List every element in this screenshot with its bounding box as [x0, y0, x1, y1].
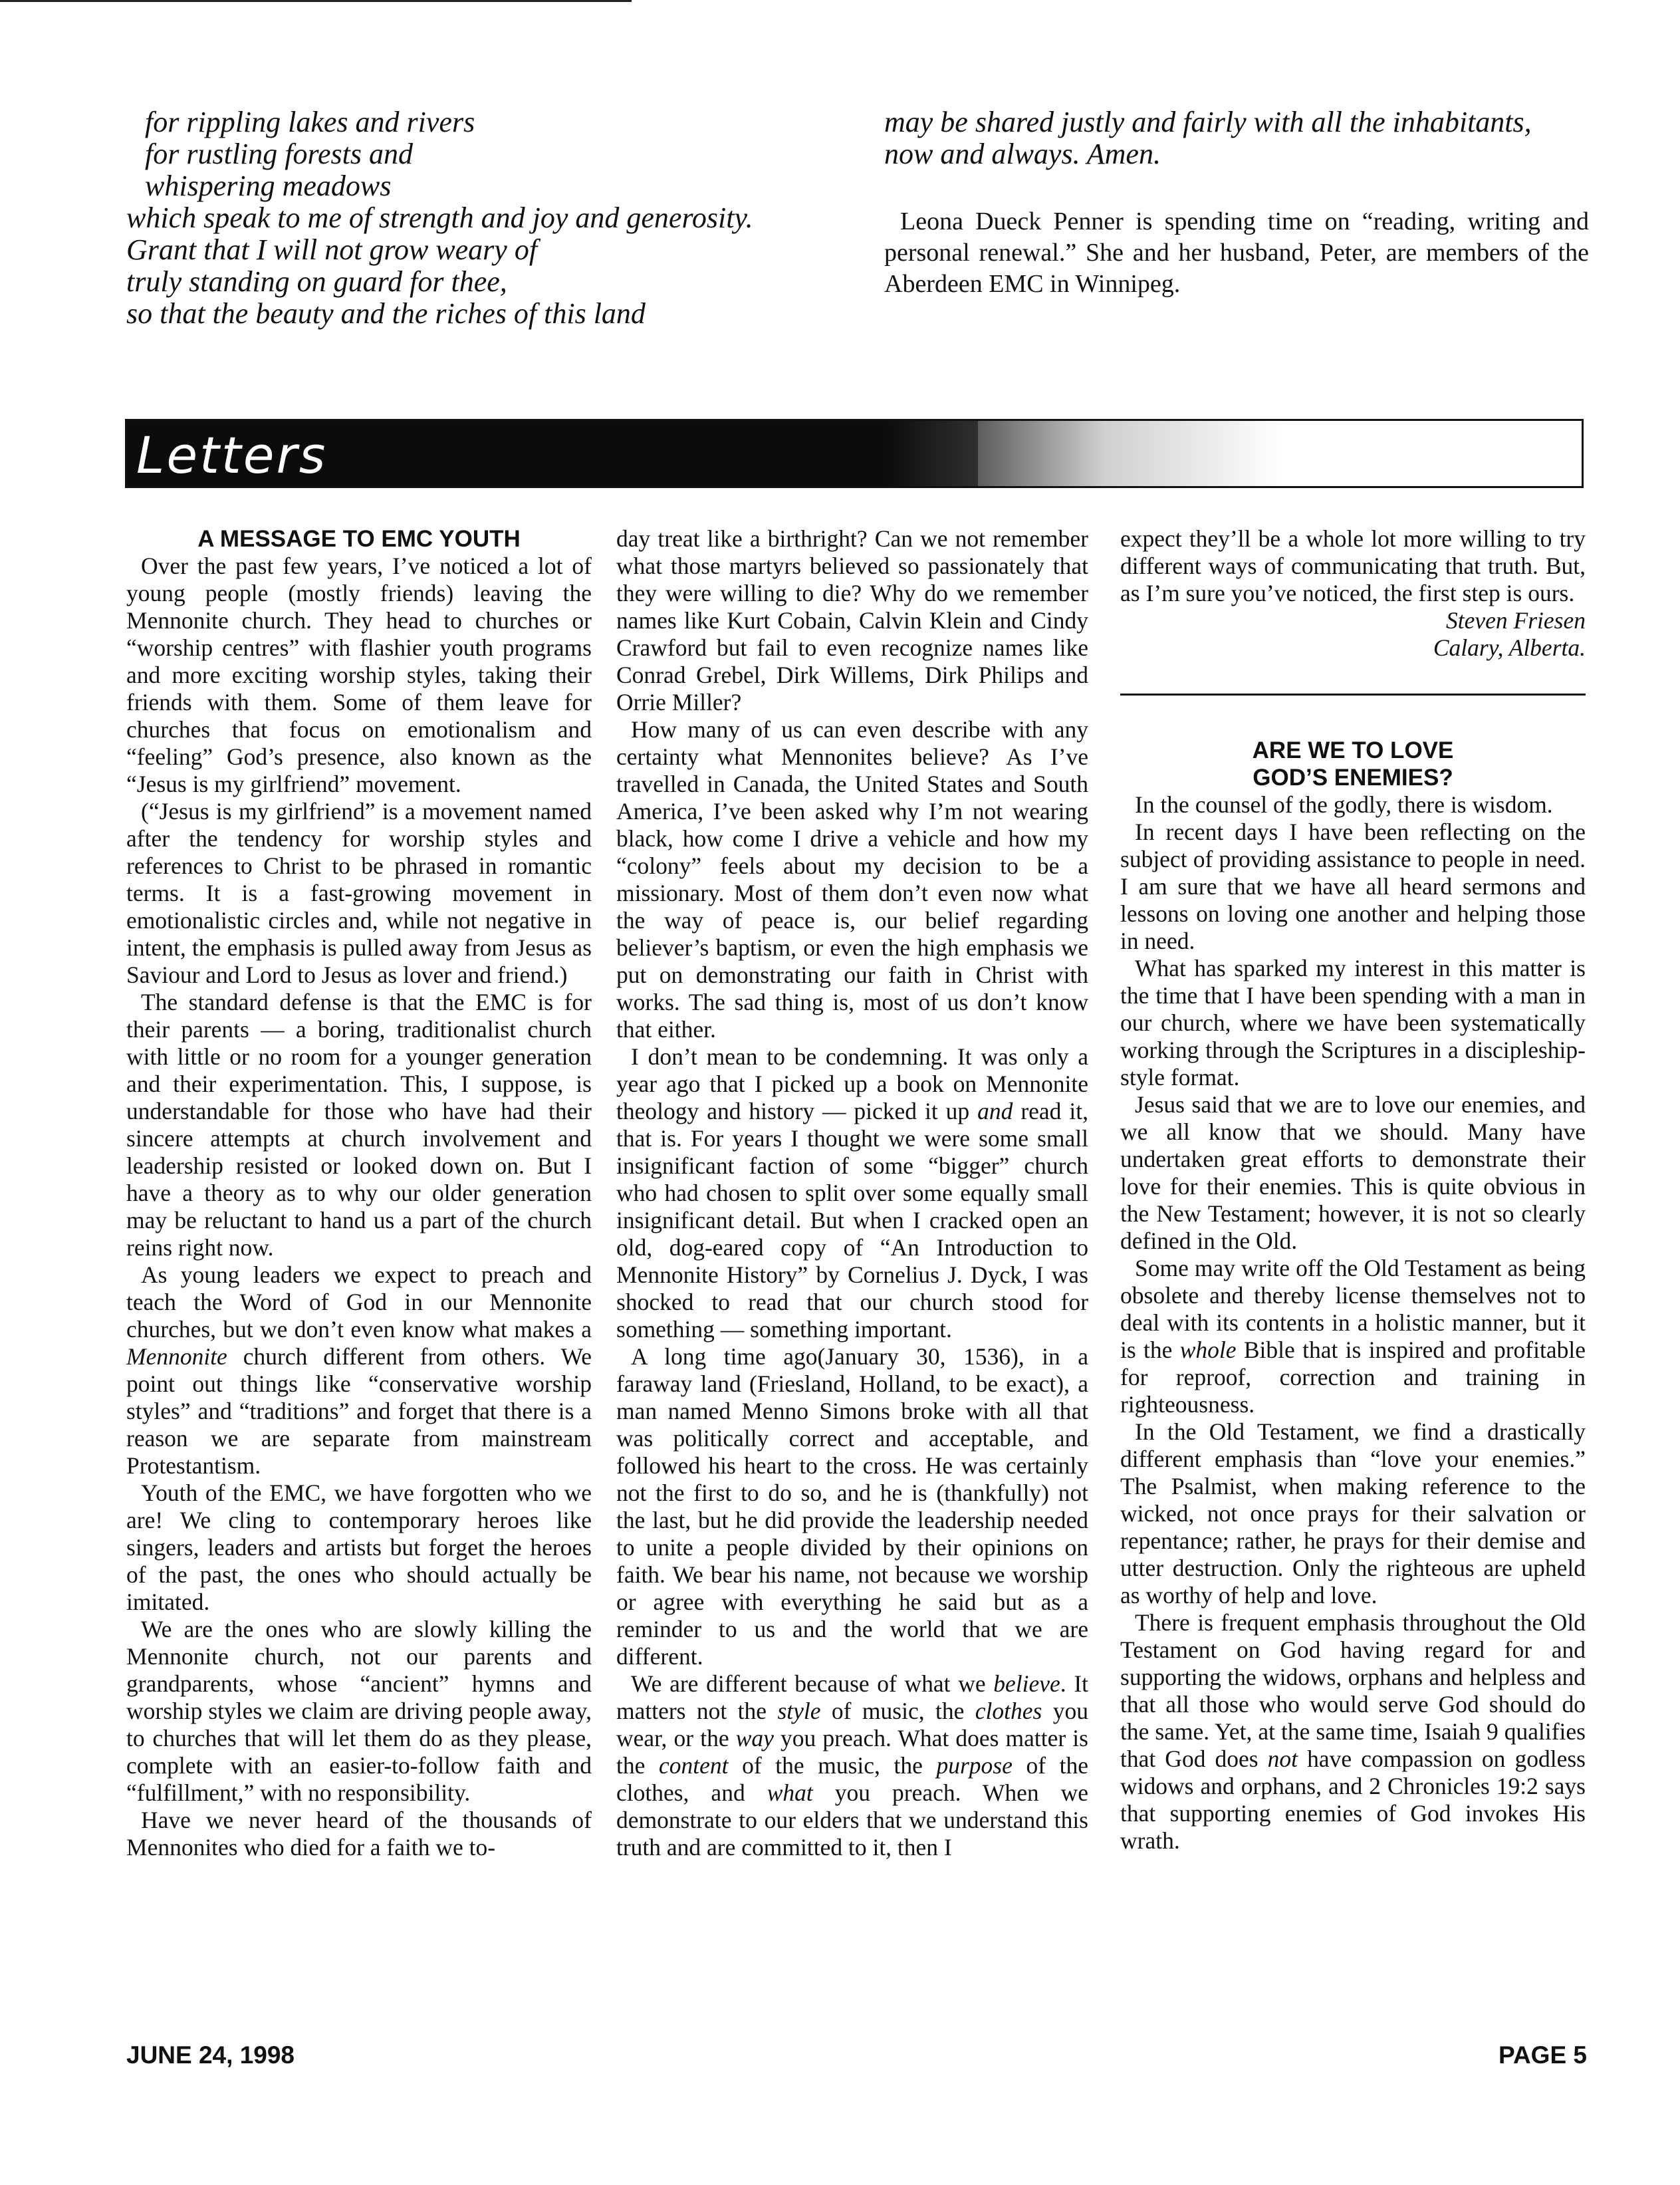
author-bio: Leona Dueck Penner is spending time on “reading, writing and personal renewal.” She and her husband, Peter, are members of the Aberdeen EMC in Winnipeg.	[884, 207, 1589, 298]
paragraph: A long time ago(January 30, 1536), in a faraway land (Friesland, Holland, to be exact), a man named Menno Simons broke with all that was politically correct and acceptable, and followed his heart to the cross. He was certainly not the first to do so, and he is (thankfully) not the last, but he did provide the leadership needed to unite a people divided by their opinions on faith. We bear his name, not because we worship or agree with everything he said but as a reminder to us and the world that we are different.	[616, 1343, 1088, 1670]
letters-banner	[125, 419, 1584, 488]
text: have compassion on godless widows and orphans, and 2 Chronicles 19:2 says that supporting enemies of God invokes His wrath.	[1120, 1745, 1586, 1854]
poem-line: Grant that I will not grow weary of	[126, 233, 538, 266]
column-3	[1120, 525, 1586, 1855]
paragraph: In the Old Testament, we find a drastically different emphasis than “love your enemies.” The Psalmist, when making reference to the wicked, not once prays for their salvation or repentance; rather, he prays for their demise and utter destruction. Only the righteous are upheld as worthy of help and love.	[1120, 1418, 1586, 1608]
poem-line: so that the beauty and the riches of this land	[126, 297, 646, 330]
column-2	[616, 525, 1088, 1861]
text: As young leaders we expect to preach and teach the Word of God in our Mennonite churches, but we don’t even know what makes a	[126, 1261, 592, 1343]
paragraph: Have we never heard of the thousands of Mennonites who died for a faith we to-	[126, 1807, 592, 1861]
text: you preach. What does matter is the	[616, 1725, 1088, 1779]
column-1	[126, 525, 592, 1861]
paragraph: expect they’ll be a whole lot more willing to try different ways of communicating that truth. But, as I’m sure you’ve noticed, the first step is ours.	[1120, 525, 1586, 606]
text: Some may write off the Old Testament as being obsolete and thereby license themselves not to deal with its contents in a holistic manner, but it is the	[1120, 1255, 1586, 1363]
paragraph	[616, 1670, 1088, 1861]
paragraph	[1120, 1609, 1586, 1855]
paragraph: (“Jesus is my girlfriend” is a movement named after the tendency for worship styles and references to Christ to be phrased in romantic terms. It is a fast-growing movement in emotionalistic circles and, while not negative in intent, the emphasis is pulled away from Jesus as Saviour and Lord to Jesus as lover and friend.)	[126, 798, 592, 988]
text: of music, the	[820, 1698, 975, 1724]
paragraph: Over the past few years, I’ve noticed a lot of young people (mostly friends) leaving the Mennonite church. They head to churches or “worship centres” with flashier youth programs and more exciting worship styles, taking their friends with them. Some of them leave for churches that focus on emotionalism and “feeling” God’s presence, also known as the “Jesus is my girlfriend” movement.	[126, 553, 592, 797]
emphasis: way	[735, 1725, 774, 1751]
paragraph: Youth of the EMC, we have forgotten who we are! We cling to contemporary heroes like singers, leaders and artists but forget the heroes of the past, the ones who should actually be imitated.	[126, 1479, 592, 1615]
text: . It matters not the	[616, 1670, 1089, 1724]
emphasis: not	[1267, 1745, 1298, 1772]
poem-line: truly standing on guard for thee,	[126, 265, 507, 298]
letter-title: A MESSAGE TO EMC YOUTH	[197, 526, 521, 552]
poem-line: may be shared justly and fairly with all the inhabitants,	[884, 106, 1532, 138]
letter-title: GOD’S ENEMIES?	[1253, 765, 1453, 791]
text: I don’t mean to be condemning. It was only a year ago that I picked up a book on Mennonite theology and history — picked it up	[616, 1043, 1088, 1124]
paragraph: In recent days I have been reflecting on the subject of providing assistance to people in need. I am sure that we have all heard sermons and lessons on loving one another and helping those in need.	[1120, 819, 1586, 954]
paragraph: day treat like a birthright? Can we not remember what those martyrs believed so passionately that they were willing to die? Why do we remember names like Kurt Cobain, Calvin Klein and Cindy Crawford but fail to even recognize names like Conrad Grebel, Dirk Willems, Dirk Philips and Orrie Miller?	[616, 525, 1088, 715]
emphasis: Mennonite	[126, 1343, 227, 1370]
emphasis: clothes	[975, 1698, 1042, 1724]
poem-line: for rippling lakes and rivers	[145, 106, 475, 138]
poem-line: now and always. Amen.	[884, 138, 1161, 170]
emphasis: what	[767, 1779, 813, 1806]
paragraph: The standard defense is that the EMC is for their parents — a boring, traditionalist church with little or no room for a younger generation and their experimentation. This, I suppose, is understandable for those who have had their sincere attempts at church involvement and leadership resisted or looked down on. But I have a theory as to why our older generation may be reluctant to hand us a part of the church reins right now.	[126, 989, 592, 1261]
paragraph	[1120, 1255, 1586, 1418]
poem-line: which speak to me of strength and joy and generosity.	[126, 201, 753, 234]
paragraph: We are the ones who are slowly killing the Mennonite church, not our parents and grandparents, whose “ancient” hymns and worship styles we claim are driving people away, to churches that will let them do as they please, complete with an easier-to-follow faith and “fulfillment,” with no responsibility.	[126, 1616, 592, 1806]
paragraph	[616, 1043, 1088, 1343]
signature-place: Calary, Alberta.	[1433, 634, 1586, 661]
text: There is frequent emphasis throughout the Old Testament on God having regard for and supporting the widows, orphans and helpless and that all those who would serve God should do the same. Yet, at the same time, Isaiah 9 qualifies that God does	[1120, 1609, 1586, 1772]
paragraph: How many of us can even describe with any certainty what Mennonites believe? As I’ve travelled in Canada, the United States and South America, I’ve been asked why I’m not wearing black, how come I drive a vehicle and how my “colony” feels about my decision to be a missionary. Most of them don’t even now what the way of peace is, our belief regarding believer’s baptism, or even the high emphasis we put on demonstrating our faith in Christ with works. The sad thing is, most of us don’t know that either.	[616, 716, 1088, 1043]
text: of the music, the	[728, 1752, 937, 1779]
emphasis: believe	[993, 1670, 1060, 1697]
poem-line: for rustling forests and	[145, 138, 413, 170]
paragraph: What has sparked my interest in this matter is the time that I have been spending with a man in our church, where we have been systematically working through the Scriptures in a discipleship-style format.	[1120, 955, 1586, 1091]
letter-divider	[1120, 694, 1586, 696]
text: church different from others. We point out things like “conservative worship styles” and “traditions” and forget that there is a reason we are separate from mainstream Protestantism.	[126, 1343, 592, 1479]
text: you wear, or the	[616, 1698, 1088, 1751]
emphasis: purpose	[936, 1752, 1013, 1779]
paragraph: Jesus said that we are to love our enemies, and we all know that we should. Many have undertaken great efforts to demonstrate their love for their enemies. This is quite obvious in the New Testament; however, it is not so clearly defined in the Old.	[1120, 1091, 1586, 1254]
paragraph	[126, 1261, 592, 1479]
emphasis: whole	[1179, 1337, 1237, 1363]
text: of the clothes, and	[616, 1752, 1088, 1806]
text: Bible that is inspired and profitable for reproof, correction and training in righteousness.	[1120, 1337, 1586, 1418]
page-number: PAGE 5	[1499, 2041, 1587, 2069]
top-rule	[0, 0, 632, 2]
emphasis: and	[977, 1098, 1013, 1124]
letter-title: ARE WE TO LOVE	[1252, 737, 1454, 763]
emphasis: style	[777, 1698, 821, 1724]
text: We are different because of what we	[631, 1670, 994, 1697]
signature-name: Steven Friesen	[1446, 607, 1586, 634]
poem-left-column	[126, 106, 878, 330]
banner-fade	[885, 421, 1284, 486]
paragraph: In the counsel of the godly, there is wisdom.	[1135, 791, 1553, 818]
footer-date: JUNE 24, 1998	[126, 2041, 295, 2069]
text: you preach. When we demonstrate to our elders that we understand this truth and are committed to it, then I	[616, 1779, 1089, 1861]
emphasis: content	[658, 1752, 729, 1779]
poem-right-column	[884, 106, 1589, 170]
text: read it, that is. For years I thought we were some small insignificant faction of some “bigger” church who had chosen to split over some equally small insignificant detail. But when I cracked open an old, dog-eared copy of “An Introduction to Mennonite History” by Cornelius J. Dyck, I was shocked to read that our church stood for something — something important.	[616, 1098, 1088, 1343]
poem-line: whispering meadows	[145, 170, 392, 202]
section-title: Letters	[136, 426, 328, 485]
